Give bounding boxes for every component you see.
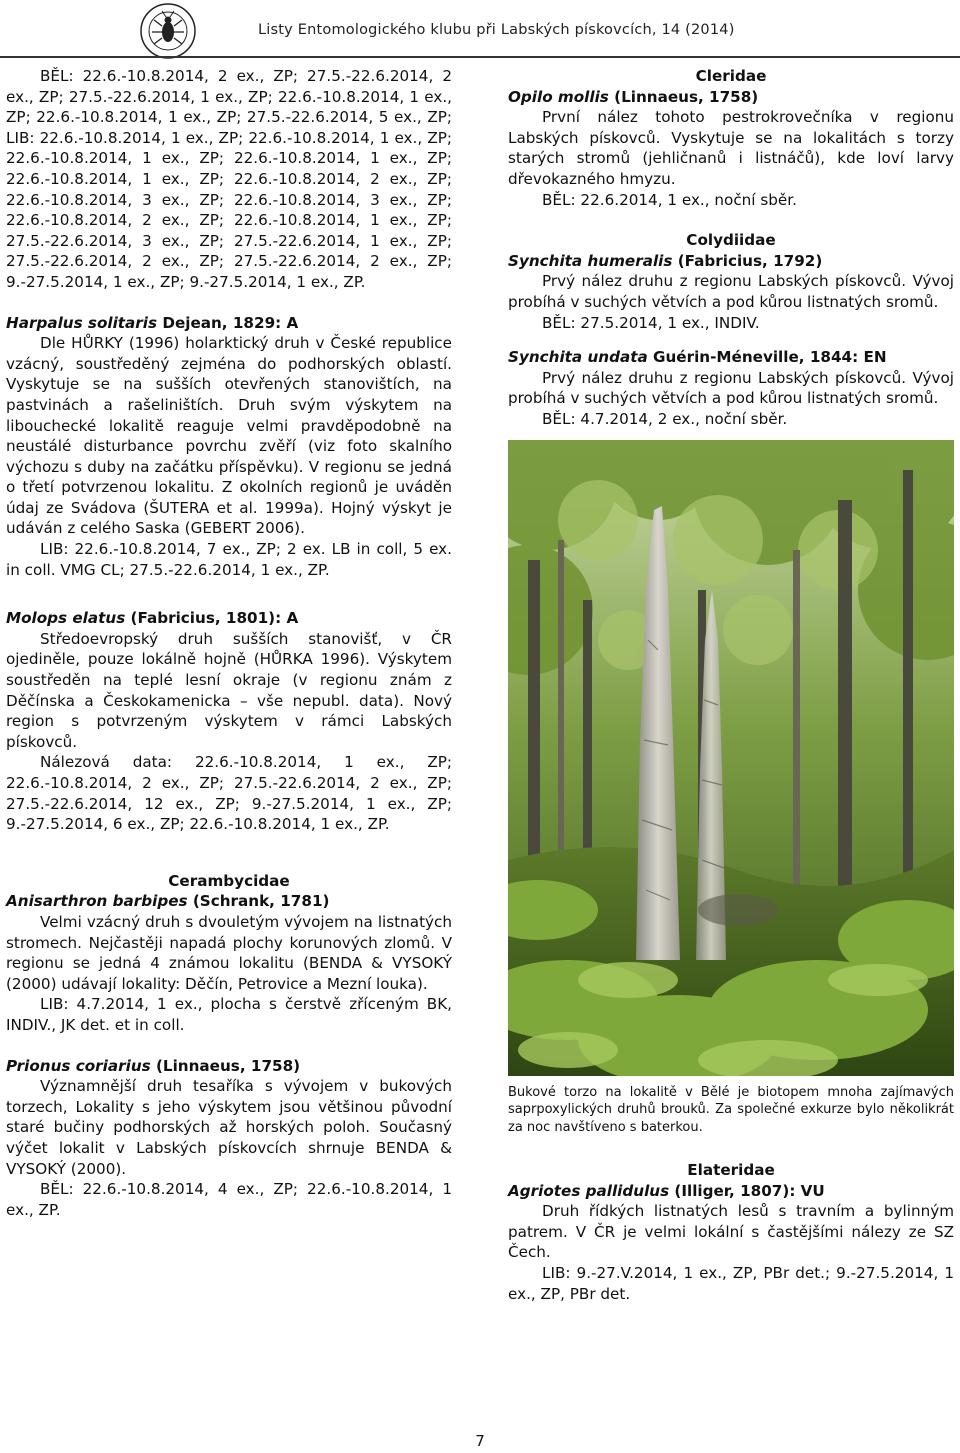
journal-title: Listy Entomologického klubu při Labských pískovcích, 14 (2014) [258, 22, 735, 38]
species-title-harpalus [6, 313, 452, 334]
species-title-prionus [6, 1056, 452, 1077]
species-name: Synchita undata [508, 348, 648, 367]
species-text: Velmi vzácný druh s dvouletým vývojem na listnatých stromech. Nejčastěji napadá plochy korunových zlomů. V regionu se jedná 4 známou lokalitu (BENDA & VYSOKÝ (2000) udávají lokality: Děčín, Petrovice a Mezní louka). [6, 912, 452, 993]
species-records: BĚL: 22.6.2014, 1 ex., noční sběr. [542, 190, 797, 209]
species-title-agriotes [508, 1181, 954, 1202]
species-author: (Schrank, 1781) [187, 892, 330, 911]
species-title-opilo [508, 87, 954, 108]
species-author: (Linnaeus, 1758) [150, 1056, 301, 1075]
family-heading: Colydiidae [686, 231, 776, 250]
forest-photo-illustration [508, 440, 954, 1076]
club-logo [138, 2, 198, 60]
species-title-synchita-humeralis [508, 251, 954, 272]
species-text: Středoevropský druh sušších stanovišť, v ČR ojediněle, pouze lokálně hojně (HŮRKA 1996). Výskytem soustředěn na teplé lesní okraje (v regionu znám z Děčínska a Českokamenicka – vše nepubl. data). Nový region s potvrzeným výskytem v rámci Labských pískovců. [6, 629, 452, 751]
left-column [6, 66, 452, 1220]
family-heading: Elateridae [687, 1161, 775, 1179]
species-text: Prvý nález druhu z regionu Labských pískovců. Vývoj probíhá v suchých větvích a pod kůrou listnatých sromů. [508, 368, 954, 408]
page-number: 7 [475, 1432, 485, 1450]
species-records: LIB: 4.7.2014, 1 ex., plocha s čerstvě zříceným BK, INDIV., JK det. et in coll. [6, 995, 452, 1034]
header-rule [0, 56, 960, 58]
species-records: Nálezová data: 22.6.-10.8.2014, 1 ex., ZP; 22.6.-10.8.2014, 2 ex., ZP; 27.5.-22.6.2014, 2 ex., ZP; 27.5.-22.6.2014, 12 ex., ZP; 9.-27.5.2014, 1 ex., ZP; 9.-27.5.2014, 6 ex., ZP; 22.6.-10.8.2014, 1 ex., ZP. [6, 753, 452, 834]
species-author: (Linnaeus, 1758) [608, 87, 759, 106]
family-heading: Cerambycidae [168, 871, 290, 890]
species-title-anisarthron [6, 891, 452, 912]
species-name: Synchita humeralis [508, 251, 673, 270]
species-title-synchita-undata [508, 347, 954, 368]
species-name: Prionus coriarius [6, 1056, 151, 1075]
family-heading: Cleridae [695, 67, 767, 85]
species-name: Opilo mollis [508, 87, 609, 106]
species-records: BĚL: 27.5.2014, 1 ex., INDIV. [542, 313, 760, 332]
page-header [0, 0, 960, 64]
species-text: Druh řídkých listnatých lesů s travním a bylinným patrem. V ČR je velmi lokální s častějšími nálezy ze SZ Čech. [508, 1202, 954, 1262]
intro-records: BĚL: 22.6.-10.8.2014, 2 ex., ZP; 27.5.-22.6.2014, 2 ex., ZP; 27.5.-22.6.2014, 1 ex., ZP; 22.6.-10.8.2014, 1 ex., ZP; 22.6.-10.8.2014, 1 ex., ZP; 27.5.-22.6.2014, 5 ex., ZP; LIB: 22.6.-10.8.2014, 1 ex., ZP; 22.6.-10.8.2014, 1 ex., ZP; 22.6.-10.8.2014, 1 ex., ZP; 22.6.-10.8.2014, 1 ex., ZP; 22.6.-10.8.2014, 1 ex., ZP; 22.6.-10.8.2014, 2 ex., ZP; 22.6.-10.8.2014, 3 ex., ZP; 22.6.-10.8.2014, 3 ex., ZP; 22.6.-10.8.2014, 2 ex., ZP; 22.6.-10.8.2014, 1 ex., ZP; 27.5.-22.6.2014, 3 ex., ZP; 27.5.-22.6.2014, 1 ex., ZP; 27.5.-22.6.2014, 2 ex., ZP; 27.5.-22.6.2014, 2 ex., ZP; 9.-27.5.2014, 1 ex., ZP; 9.-27.5.2014, 1 ex., ZP. [6, 67, 452, 291]
photo-caption: Bukové torzo na lokalitě v Bělé je biotopem mnoha zajímavých saprpoxylických druhů brouků. Za společné exkurze bylo několikrát za noc navštíveno s baterkou. [508, 1084, 954, 1135]
species-name: Anisarthron barbipes [6, 892, 188, 911]
species-author: (Fabricius, 1792) [672, 251, 823, 270]
species-name: Agriotes pallidulus [508, 1181, 670, 1200]
species-records: BĚL: 4.7.2014, 2 ex., noční sběr. [542, 409, 788, 428]
species-text: Dle HŮRKY (1996) holarktický druh v České republice vzácný, soustředěný zejména do podhorských oblastí. Vyskytuje se na sušších otevřených stanovištích, na pastvinách a rašeliništích. Druh svým výskytem na libouchecké lokalitě reaguje velmi pravděpodobně na neustálé disturbance povrchu zvěří (viz foto skalního výchozu s duby na začátku příspěvku). V regionu se jedná o třetí potvrzenou lokalitu. Z okolních regionů je uváděn údaj ze Svádova (ŠUTERA et al. 1999a). Hojný výskyt je udáván z celého Saska (GEBERT 2006). [6, 334, 452, 538]
species-records: BĚL: 22.6.-10.8.2014, 4 ex., ZP; 22.6.-10.8.2014, 1 ex., ZP. [6, 1180, 452, 1219]
species-name: Molops elatus [6, 609, 126, 628]
species-records: LIB: 9.-27.V.2014, 1 ex., ZP, PBr det.; 9.-27.5.2014, 1 ex., ZP, PBr det. [508, 1263, 954, 1303]
species-author: (Illiger, 1807): VU [669, 1181, 825, 1200]
species-author: Guérin-Méneville, 1844: EN [647, 348, 887, 367]
species-title-molops [6, 608, 452, 629]
species-records: LIB: 22.6.-10.8.2014, 7 ex., ZP; 2 ex. LB in coll, 5 ex. in coll. VMG CL; 27.5.-22.6.2014, 1 ex., ZP. [6, 540, 452, 579]
right-column [508, 66, 954, 1304]
species-text: Významnější druh tesaříka s vývojem v bukových torzech, Lokality s jeho výskytem jsou většinou původní staré bučiny podhorských až horských poloh. Současný výčet lokalit v Labských pískovcích shrnuje BENDA & VYSOKÝ (2000). [6, 1077, 452, 1178]
species-author: Dejean, 1829: A [157, 313, 299, 332]
species-author: (Fabricius, 1801): A [125, 609, 299, 628]
forest-photo [508, 440, 954, 1076]
species-text: Prvý nález druhu z regionu Labských pískovců. Vývoj probíhá v suchých větvích a pod kůrou listnatých sromů. [508, 272, 954, 311]
species-text: První nález tohoto pestrokrovečníka v regionu Labských pískovců. Vyskytuje se na lokalitách s torzy starých stromů (jehličnanů i listnáčů), kde loví larvy dřevokazného hmyzu. [508, 108, 954, 188]
species-name: Harpalus solitaris [6, 313, 158, 332]
